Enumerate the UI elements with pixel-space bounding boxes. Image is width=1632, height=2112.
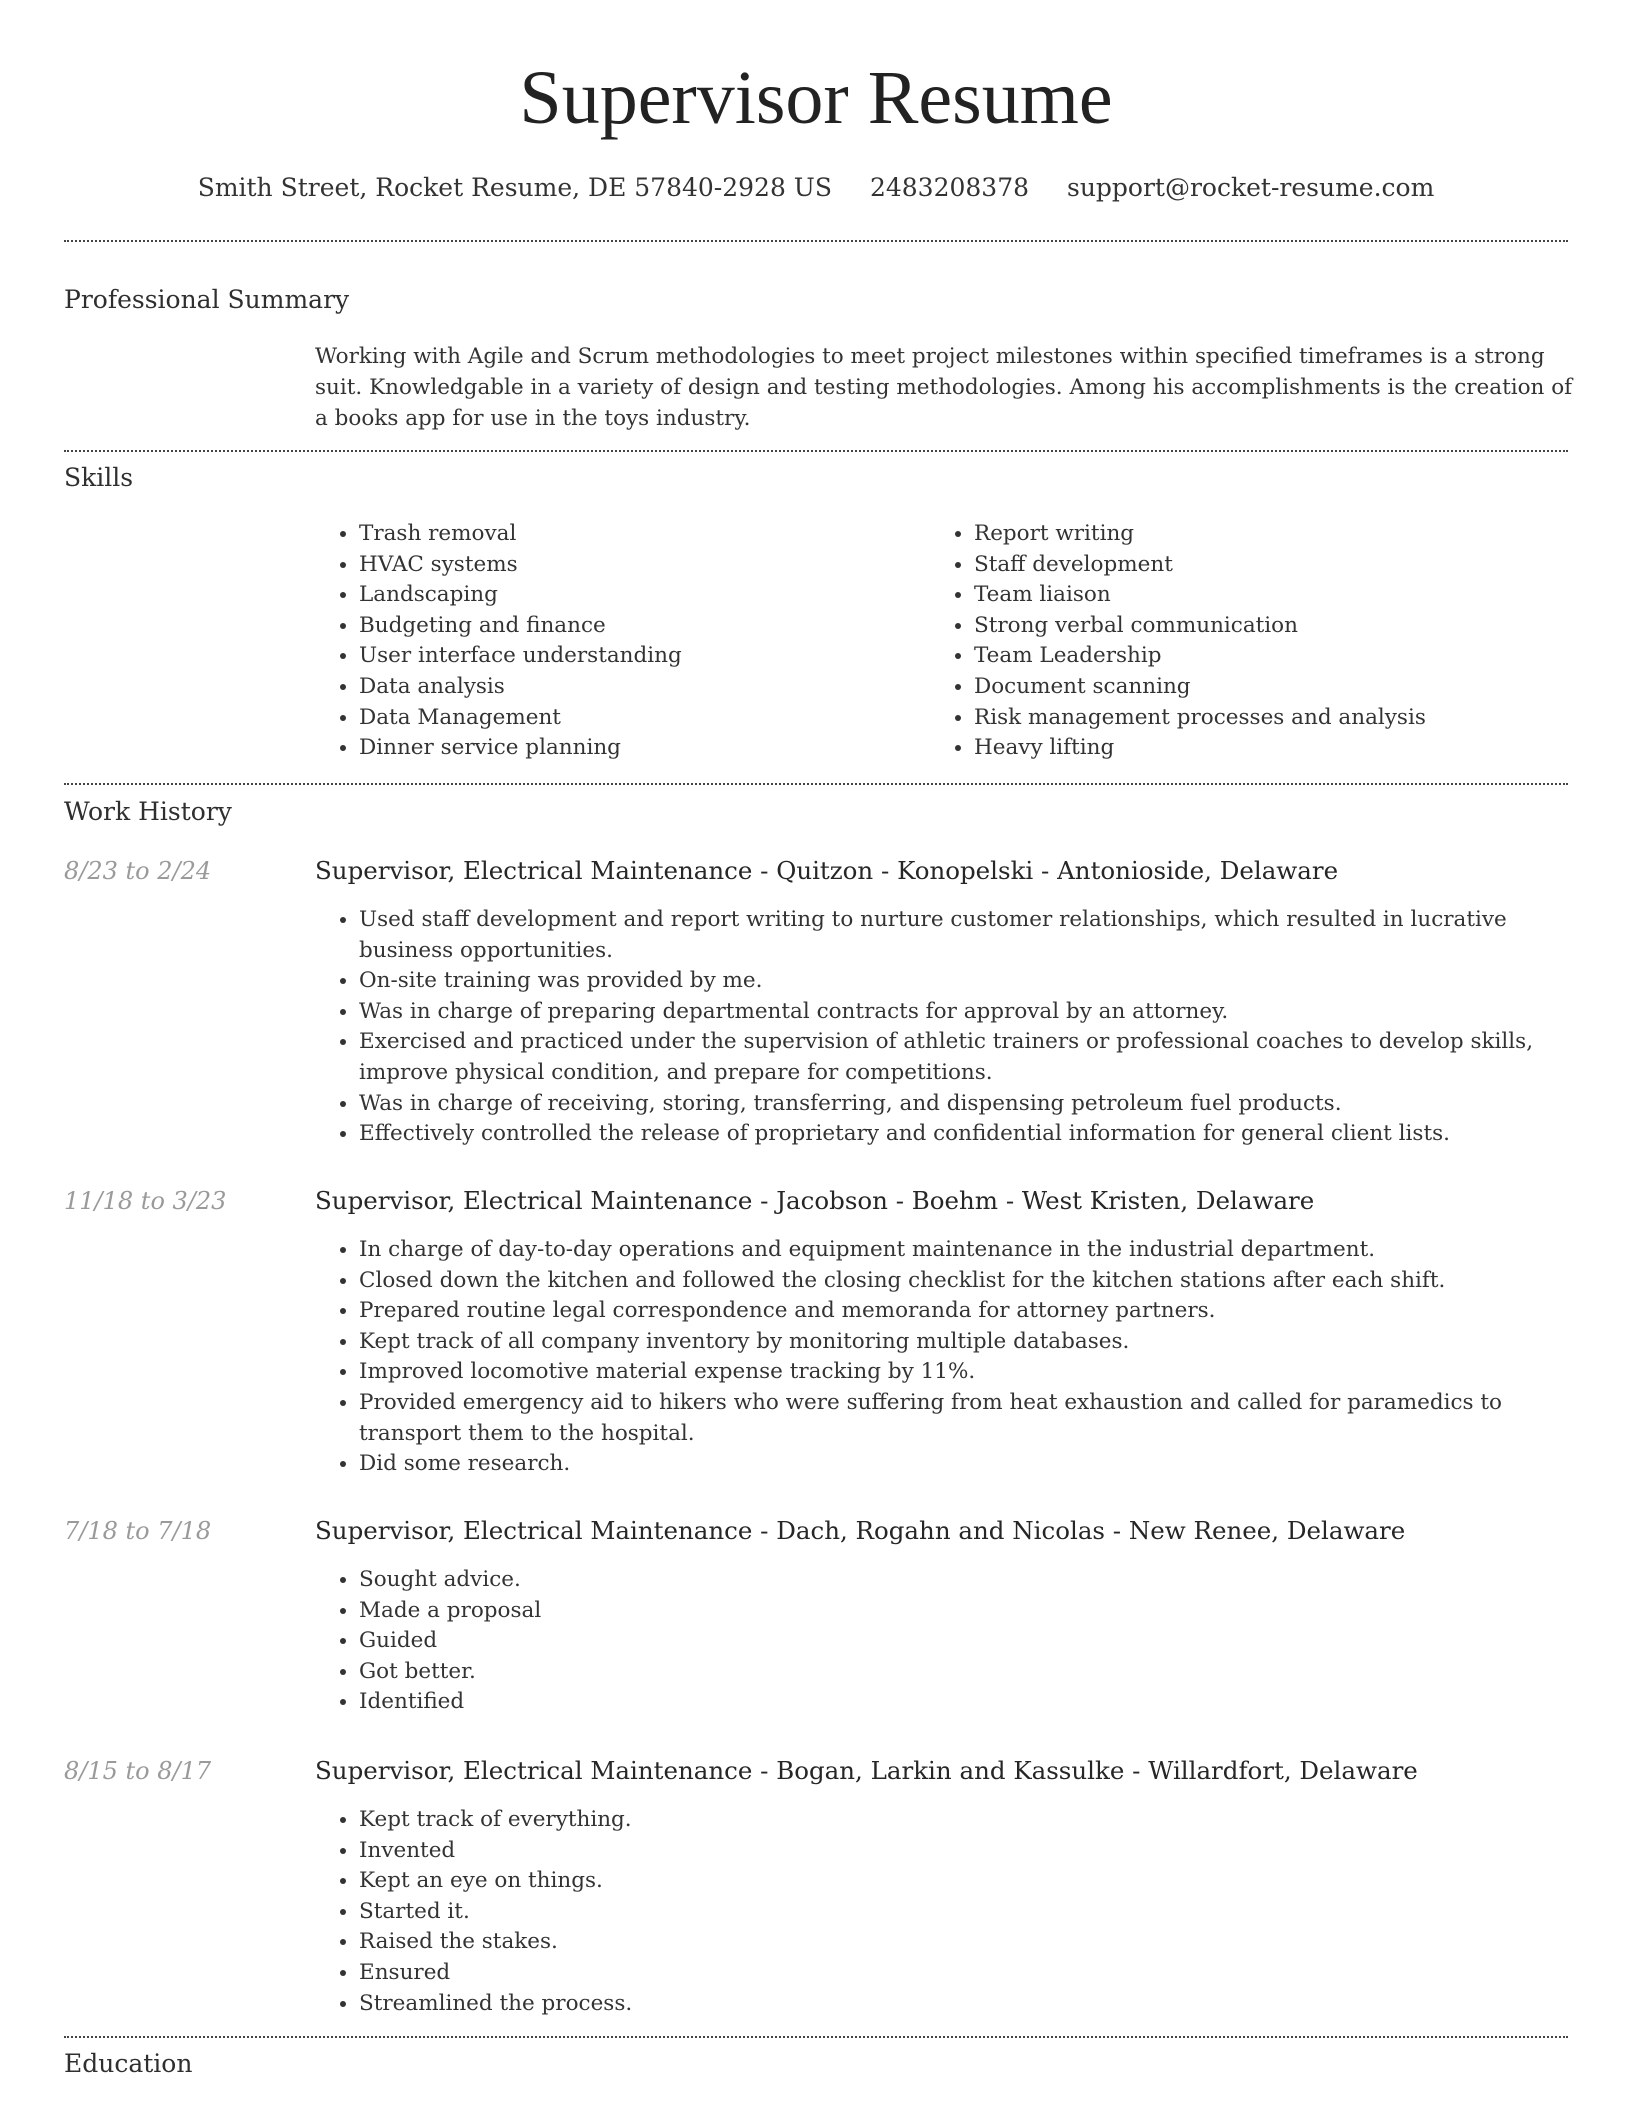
section-divider (64, 240, 1568, 242)
job-bullet: • Was in charge of preparing departmental contracts for approval by an attorney. (359, 997, 1565, 1028)
skill-item: • Team Leadership (974, 641, 1510, 672)
skills-list-right (930, 519, 1510, 764)
job-bullet: • Invented (359, 1836, 1565, 1867)
section-divider (64, 783, 1568, 785)
job-bullet-list (315, 1235, 1565, 1480)
section-title-skills: Skills (64, 463, 134, 492)
skill-item: • Budgeting and finance (359, 611, 895, 642)
contact-line (0, 170, 1632, 206)
skill-item: • Strong verbal communication (974, 611, 1510, 642)
job-bullet-list (315, 1805, 1565, 2019)
job-bullet: • Used staff development and report writing to nurture customer relationships, which resulted in lucrative business opportunities. (359, 905, 1565, 966)
job-title: Supervisor, Electrical Maintenance - Jacobson - Boehm - West Kristen, Delaware (315, 1186, 1315, 1215)
job-bullet: • Exercised and practiced under the supervision of athletic trainers or professional coaches to develop skills, improve physical condition, and prepare for competitions. (359, 1027, 1565, 1088)
skill-item: • Trash removal (359, 519, 895, 550)
skill-item: • Report writing (974, 519, 1510, 550)
job-bullets (315, 1235, 1565, 1480)
skills-column-right (930, 519, 1510, 764)
skill-item: • HVAC systems (359, 550, 895, 581)
skill-item: • Team liaison (974, 580, 1510, 611)
job-bullet: • Streamlined the process. (359, 1989, 1565, 2020)
job-bullet: • Made a proposal (359, 1596, 1565, 1627)
job-dates: 11/18 to 3/23 (64, 1187, 227, 1215)
job-bullets (315, 1805, 1565, 2019)
job-bullet: • Guided (359, 1626, 1565, 1657)
skill-item: • Dinner service planning (359, 733, 895, 764)
contact-phone[interactable]: 2483208378 (869, 173, 1030, 202)
resume-title: Supervisor Resume (519, 56, 1113, 140)
skill-item: • Document scanning (974, 672, 1510, 703)
job-title: Supervisor, Electrical Maintenance - Quitzon - Konopelski - Antonioside, Delaware (315, 856, 1339, 885)
job-dates: 7/18 to 7/18 (64, 1517, 212, 1545)
job-bullet: • In charge of day-to-day operations and equipment maintenance in the industrial department. (359, 1235, 1565, 1266)
skill-item: • Data analysis (359, 672, 895, 703)
skill-item: • Staff development (974, 550, 1510, 581)
skills-list-left (315, 519, 895, 764)
skill-item: • Data Management (359, 703, 895, 734)
section-title-work: Work History (64, 797, 232, 826)
skills-column-left (315, 519, 895, 764)
job-bullet: • Kept track of everything. (359, 1805, 1565, 1836)
job-bullet: • Did some research. (359, 1449, 1565, 1480)
job-bullet: • Got better. (359, 1657, 1565, 1688)
job-dates: 8/23 to 2/24 (64, 857, 212, 885)
job-bullet: • Raised the stakes. (359, 1927, 1565, 1958)
job-bullet: • Ensured (359, 1958, 1565, 1989)
contact-email[interactable]: support@rocket-resume.com (1066, 173, 1435, 202)
job-bullet: • Provided emergency aid to hikers who were suffering from heat exhaustion and called for paramedics to transport them to the hospital. (359, 1388, 1565, 1449)
job-dates: 8/15 to 8/17 (64, 1757, 212, 1785)
job-title: Supervisor, Electrical Maintenance - Dach, Rogahn and Nicolas - New Renee, Delaware (315, 1516, 1406, 1545)
job-bullet: • Closed down the kitchen and followed the closing checklist for the kitchen stations after each shift. (359, 1266, 1565, 1297)
summary-text: Working with Agile and Scrum methodologies to meet project milestones within specified timeframes is a strong suit. Knowledgable in a variety of design and testing methodologies. Among his accomplishments is the creation of a books app for use in the toys industry. (315, 344, 1573, 431)
job-bullet-list (315, 1565, 1565, 1718)
section-divider (64, 2036, 1568, 2038)
job-bullets (315, 905, 1565, 1150)
job-bullet: • Kept an eye on things. (359, 1866, 1565, 1897)
section-divider (64, 450, 1568, 452)
job-bullet: • On-site training was provided by me. (359, 966, 1565, 997)
job-bullet-list (315, 905, 1565, 1150)
job-bullet: • Started it. (359, 1897, 1565, 1928)
section-title-education: Education (64, 2049, 193, 2078)
job-title: Supervisor, Electrical Maintenance - Bogan, Larkin and Kassulke - Willardfort, Delaware (315, 1756, 1418, 1785)
skill-item: • User interface understanding (359, 641, 895, 672)
job-bullet: • Sought advice. (359, 1565, 1565, 1596)
job-bullet: • Kept track of all company inventory by monitoring multiple databases. (359, 1327, 1565, 1358)
job-bullet: • Prepared routine legal correspondence and memoranda for attorney partners. (359, 1296, 1565, 1327)
contact-address: Smith Street, Rocket Resume, DE 57840-2928 US (197, 173, 833, 202)
job-bullet: • Identified (359, 1687, 1565, 1718)
job-bullet: • Effectively controlled the release of proprietary and confidential information for general client lists. (359, 1119, 1565, 1150)
skill-item: • Heavy lifting (974, 733, 1510, 764)
section-title-summary: Professional Summary (64, 285, 350, 314)
skill-item: • Risk management processes and analysis (974, 703, 1510, 734)
skill-item: • Landscaping (359, 580, 895, 611)
job-bullet: • Improved locomotive material expense tracking by 11%. (359, 1357, 1565, 1388)
job-bullet: • Was in charge of receiving, storing, transferring, and dispensing petroleum fuel products. (359, 1089, 1565, 1120)
job-bullets (315, 1565, 1565, 1718)
